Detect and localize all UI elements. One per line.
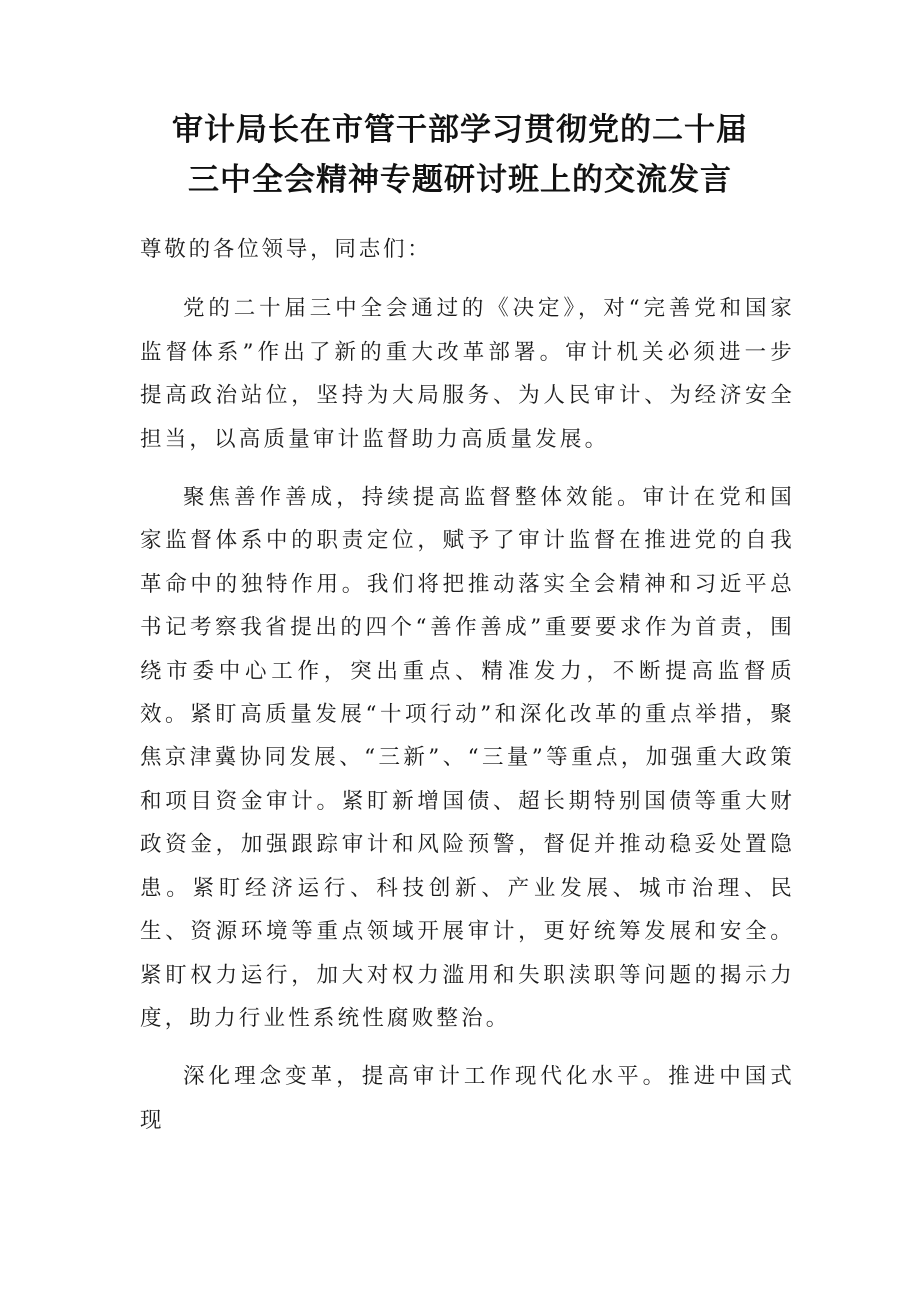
paragraph-intro: 党的二十届三中全会通过的《决定》，对“完善党和国家监督体系”作出了新的重大改革部署。审计机关必须进一步提高政治站位，坚持为大局服务、为人民审计、为经济安全担当，以高质量审计监督助力高质量发展。 (140, 296, 795, 452)
paragraph-modernization: 深化理念变革，提高审计工作现代化水平。推进中国式现 (140, 1064, 795, 1133)
salutation: 尊敬的各位领导，同志们： (140, 237, 432, 262)
page-title (100, 105, 820, 205)
document-body (140, 228, 795, 1157)
title-line-2: 三中全会精神专题研讨班上的交流发言 (188, 162, 732, 198)
title-line-1: 审计局长在市管干部学习贯彻党的二十届 (172, 112, 748, 148)
paragraph-supervision: 聚焦善作善成，持续提高监督整体效能。审计在党和国家监督体系中的职责定位，赋予了审计监督在推进党的自我革命中的独特作用。我们将把推动落实全会精神和习近平总书记考察我省提出的四个“善作善成”重要要求作为首责，围绕市委中心工作，突出重点、精准发力，不断提高监督质效。紧盯高质量发展“十项行动”和深化改革的重点举措，聚焦京津冀协同发展、“三新”、“三量”等重点，加强重大政策和项目资金审计。紧盯新增国债、超长期特别国债等重大财政资金，加强跟踪审计和风险预警，督促并推动稳妥处置隐患。紧盯经济运行、科技创新、产业发展、城市治理、民生、资源环境等重点领域开展审计，更好统筹发展和安全。紧盯权力运行，加大对权力滥用和失职渎职等问题的揭示力度，助力行业性系统性腐败整治。 (140, 485, 795, 1031)
